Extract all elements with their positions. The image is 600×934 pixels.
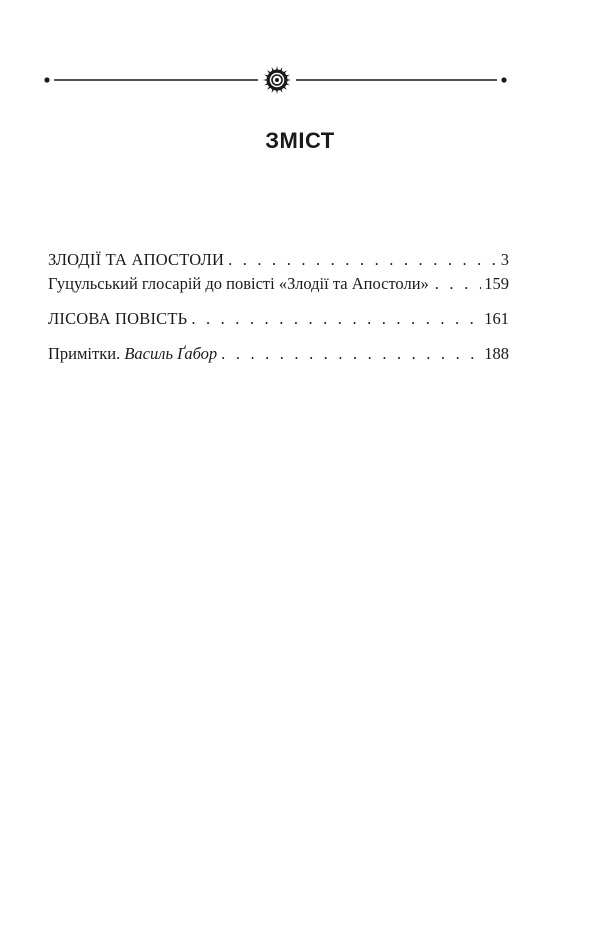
ornament-left-dot-icon	[44, 77, 49, 82]
toc-entry-title: ЛІСОВА ПОВІСТЬ	[48, 309, 188, 328]
dot-leader	[435, 272, 481, 296]
toc-entry-author: Василь Ґабор	[124, 344, 218, 363]
sun-rosette-icon	[263, 66, 291, 94]
toc-entry-thieves-and-apostles[interactable]	[48, 248, 509, 272]
toc-entry-hutsul-glossary[interactable]	[48, 272, 509, 296]
toc-entry-page: 159	[484, 274, 509, 293]
toc-entry-page: 161	[484, 309, 509, 328]
page-title: ЗМІСТ	[265, 128, 335, 153]
dot-leader	[221, 342, 480, 366]
toc-entry-title: ЗЛОДІЇ ТА АПОСТОЛИ	[48, 250, 225, 269]
toc-entry-title: Гуцульський глосарій до повісті «Злодії та Апостоли»	[48, 274, 429, 293]
toc-entry-page: 3	[500, 250, 509, 269]
ornament-right-dot-icon	[501, 77, 506, 82]
header-ornament	[40, 62, 560, 98]
toc-entry-title-wrap	[48, 342, 217, 366]
table-of-contents	[48, 248, 509, 366]
toc-entry-notes[interactable]	[48, 342, 509, 366]
dot-leader	[191, 307, 480, 331]
toc-entry-page: 188	[484, 344, 509, 363]
toc-entry-forest-story[interactable]	[48, 307, 509, 331]
toc-entry-title: Примітки.	[48, 344, 121, 363]
dot-leader	[228, 248, 497, 272]
